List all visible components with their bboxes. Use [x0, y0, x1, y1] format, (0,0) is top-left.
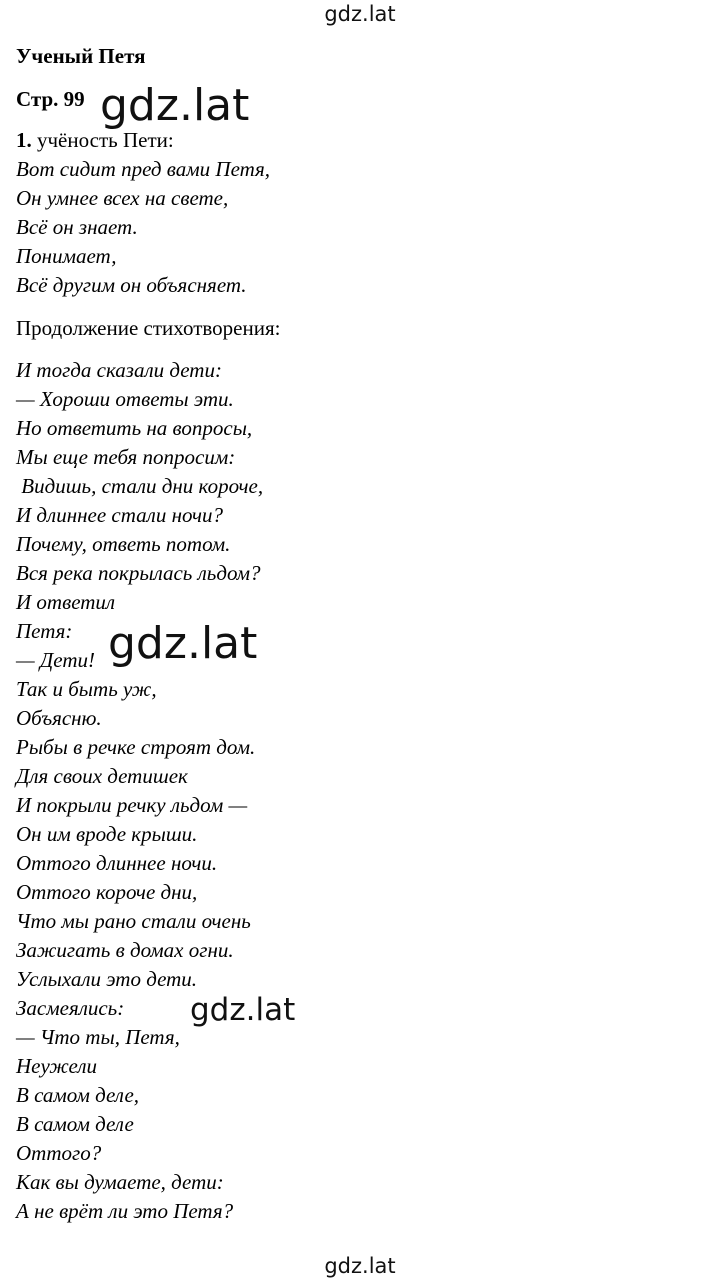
poem-line: — Что ты, Петя, [16, 1025, 180, 1049]
poem-line: Для своих детишек [16, 764, 188, 788]
poem-line: Оттого короче дни, [16, 880, 198, 904]
poem-line: Так и быть уж, [16, 677, 157, 701]
poem-line: В самом деле, [16, 1083, 140, 1107]
poem-line: Видишь, стали дни короче, [16, 474, 264, 498]
watermark-medium: gdz.lat [190, 992, 296, 1028]
poem-line: Мы еще тебя попросим: [16, 445, 236, 469]
poem-line: И покрыли речку льдом — [16, 793, 248, 817]
poem-line: Что мы рано стали очень [16, 909, 251, 933]
stanza1-line: Он умнее всех на свете, [16, 186, 229, 210]
poem-line: В самом деле [16, 1112, 134, 1136]
page-number: Стр. 99 [16, 87, 85, 111]
watermark-top: gdz.lat [324, 2, 396, 26]
page-title: Ученый Петя [16, 44, 146, 68]
stanza1-line: Всё другим он объясняет. [16, 273, 247, 297]
poem-line: Зажигать в домах огни. [16, 938, 234, 962]
continuation-label: Продолжение стихотворения: [16, 316, 281, 340]
poem-line: Но ответить на вопросы, [16, 416, 253, 440]
task-text: учёность Пети: [37, 128, 174, 152]
watermark-large-2: gdz.lat [108, 618, 258, 669]
watermark-bottom: gdz.lat [324, 1254, 396, 1278]
watermark-large-1: gdz.lat [100, 80, 250, 131]
task-number: 1. [16, 128, 32, 152]
poem-line: Вся река покрылась льдом? [16, 561, 261, 585]
poem-line: И ответил [16, 590, 116, 614]
poem-line: Он им вроде крыши. [16, 822, 198, 846]
poem-line: Как вы думаете, дети: [16, 1170, 224, 1194]
poem-line: Услыхали это дети. [16, 967, 198, 991]
poem-line: Засмеялись: [16, 996, 125, 1020]
stanza1-line: Вот сидит пред вами Петя, [16, 157, 271, 181]
poem-line: И длиннее стали ночи? [16, 503, 223, 527]
task-line [16, 130, 174, 151]
poem-line: Почему, ответь потом. [16, 532, 231, 556]
poem-line: Оттого? [16, 1141, 102, 1165]
poem-line: Петя: [16, 619, 73, 643]
poem-line: Неужели [16, 1054, 97, 1078]
poem-line: — Хороши ответы эти. [16, 387, 234, 411]
poem-line: И тогда сказали дети: [16, 358, 222, 382]
stanza1-line: Понимает, [16, 244, 117, 268]
poem-line: Объясню. [16, 706, 102, 730]
poem-line: А не врёт ли это Петя? [16, 1199, 234, 1223]
poem-line: — Дети! [16, 648, 95, 672]
poem-line: Рыбы в речке строят дом. [16, 735, 256, 759]
poem-line: Оттого длиннее ночи. [16, 851, 218, 875]
stanza1-line: Всё он знает. [16, 215, 138, 239]
